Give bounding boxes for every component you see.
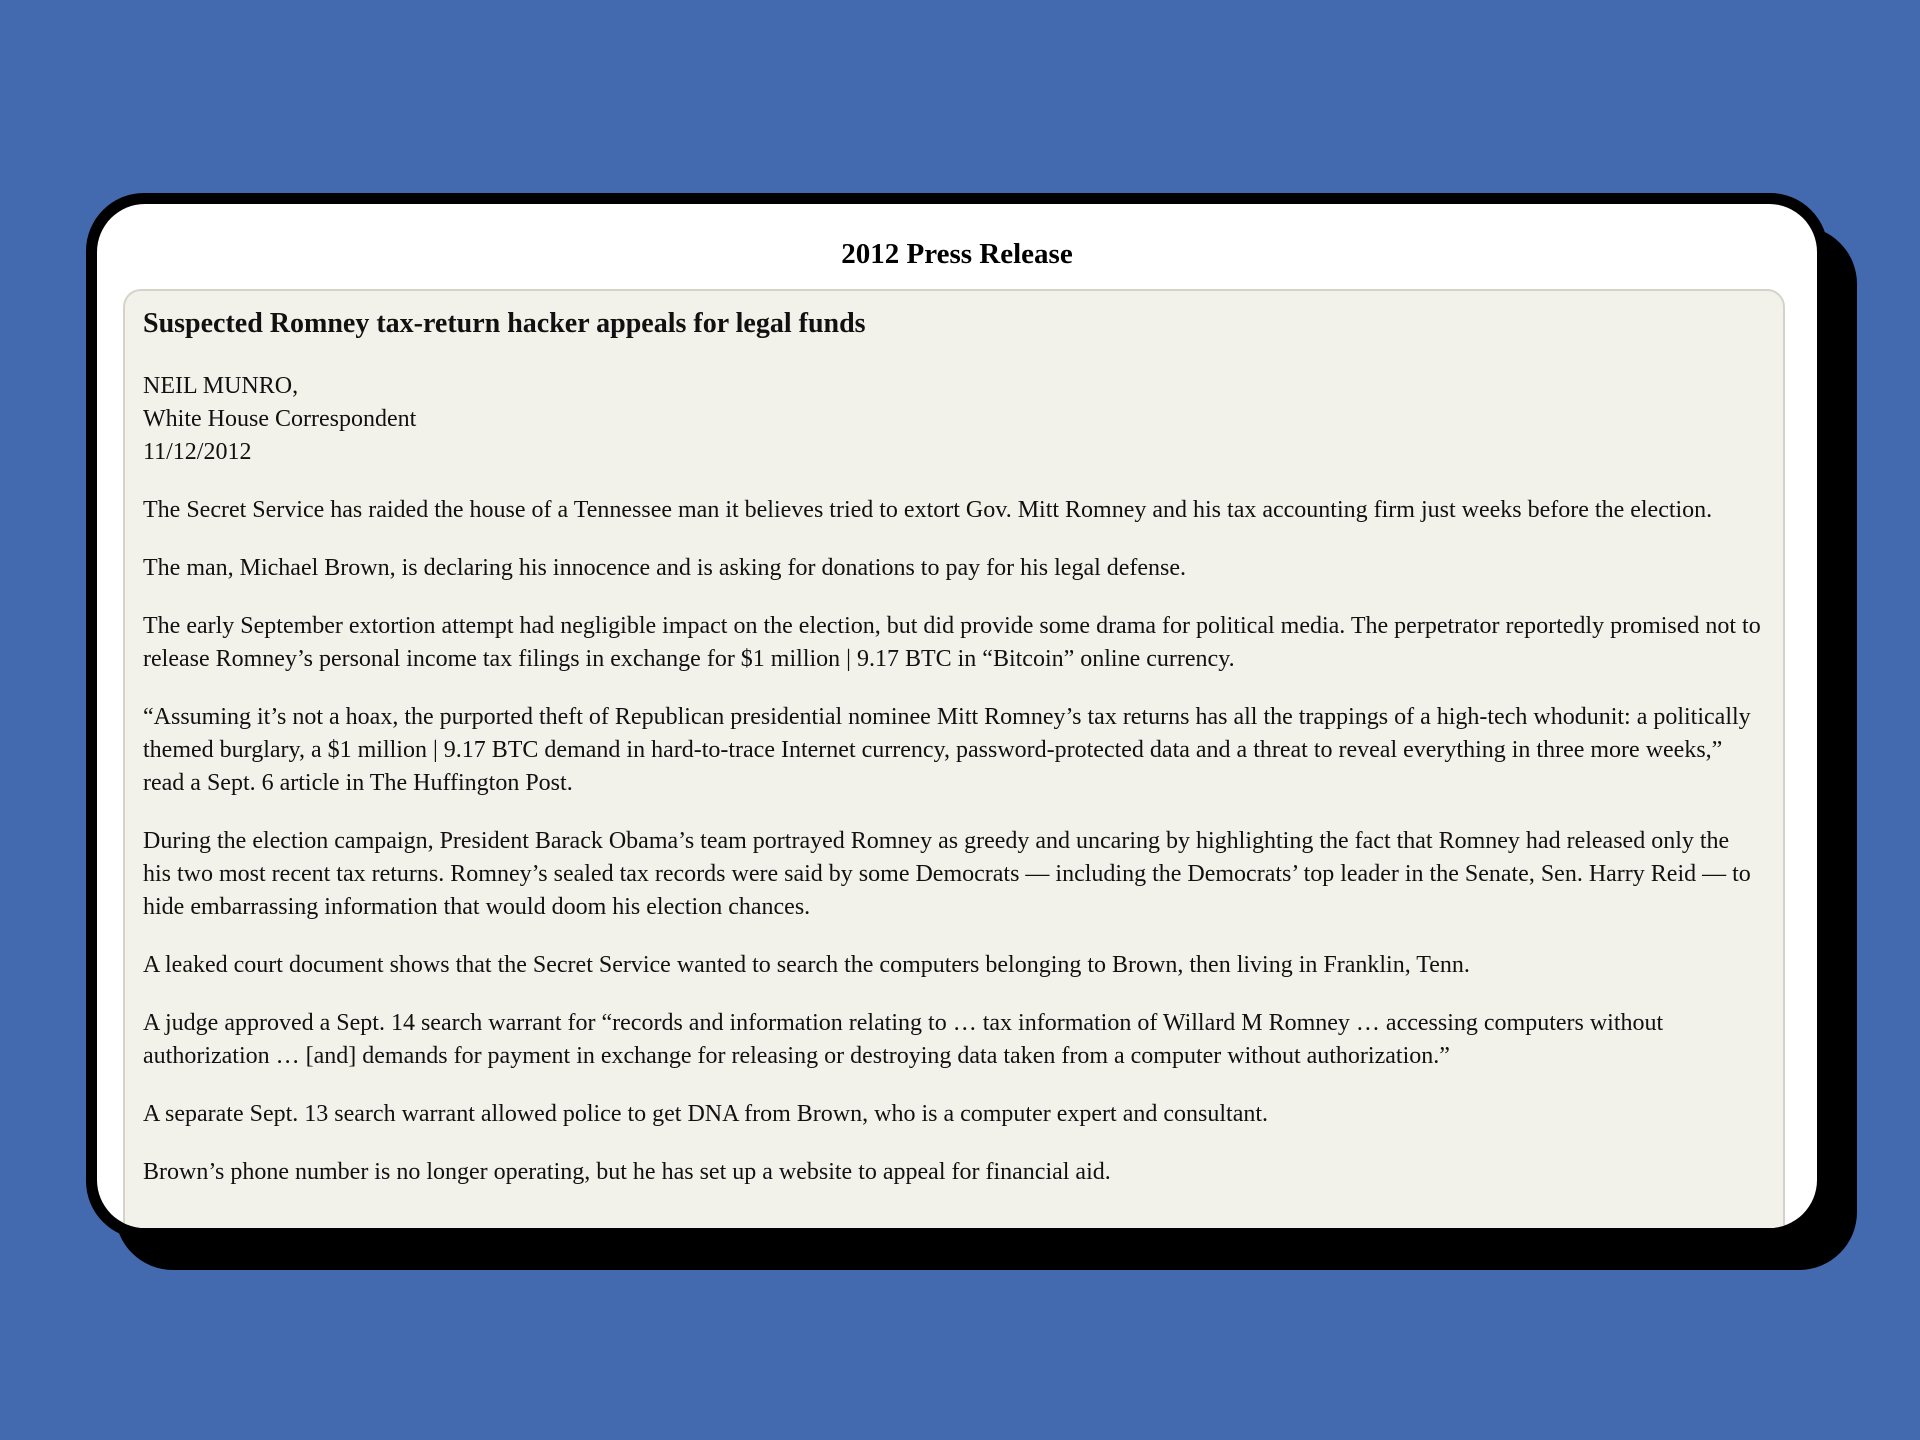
article-paragraph: A separate Sept. 13 search warrant allowed police to get DNA from Brown, who is a computer expert and consultant. bbox=[143, 1101, 1269, 1127]
press-release-window bbox=[86, 193, 1828, 1239]
article-paragraph: Brown’s phone number is no longer operating, but he has set up a website to appeal for financial aid. bbox=[143, 1159, 1111, 1185]
article-paragraph: A leaked court document shows that the Secret Service wanted to search the computers belonging to Brown, then living in Franklin, Tenn. bbox=[143, 952, 1470, 978]
article-paragraph: A judge approved a Sept. 14 search warrant for “records and information relating to … tax information of Willard M Romney … accessing computers without authorization … [and] demands for payment in exchange for releasing or destroying data taken from a computer without authorization.” bbox=[143, 1010, 1664, 1069]
article-headline: Suspected Romney tax-return hacker appeals for legal funds bbox=[143, 308, 866, 339]
author-name: NEIL MUNRO, bbox=[143, 373, 299, 399]
article-paragraph: The early September extortion attempt had negligible impact on the election, but did provide some drama for political media. The perpetrator reportedly promised not to release Romney’s personal income tax filings in exchange for $1 million | 9.17 BTC in “Bitcoin” online currency. bbox=[143, 613, 1761, 672]
article-byline bbox=[143, 370, 1763, 469]
article-paragraph: The Secret Service has raided the house of a Tennessee man it believes tried to extort Gov. Mitt Romney and his tax accounting firm just weeks before the election. bbox=[143, 497, 1713, 523]
author-role: White House Correspondent bbox=[143, 406, 417, 432]
article-paragraph: The man, Michael Brown, is declaring his innocence and is asking for donations to pay for his legal defense. bbox=[143, 555, 1187, 581]
article-panel bbox=[123, 289, 1785, 1228]
window-title: 2012 Press Release bbox=[841, 238, 1073, 270]
window-content bbox=[97, 204, 1817, 1228]
article-paragraph: “Assuming it’s not a hoax, the purported theft of Republican presidential nominee Mitt Romney’s tax returns has all the trappings of a high-tech whodunit: a politically themed burglary, a $1 million | 9.17 BTC demand in hard-to-trace Internet currency, password-protected data and a threat to reveal everything in three more weeks,” read a Sept. 6 article in The Huffington Post. bbox=[143, 704, 1751, 796]
article-date: 11/12/2012 bbox=[143, 439, 252, 465]
article-paragraph: During the election campaign, President Barack Obama’s team portrayed Romney as greedy and uncaring by highlighting the fact that Romney had released only the his two most recent tax returns. Romney’s sealed tax records were said by some Democrats — including the Democrats’ top leader in the Senate, Sen. Harry Reid — to hide embarrassing information that would doom his election chances. bbox=[143, 828, 1751, 920]
